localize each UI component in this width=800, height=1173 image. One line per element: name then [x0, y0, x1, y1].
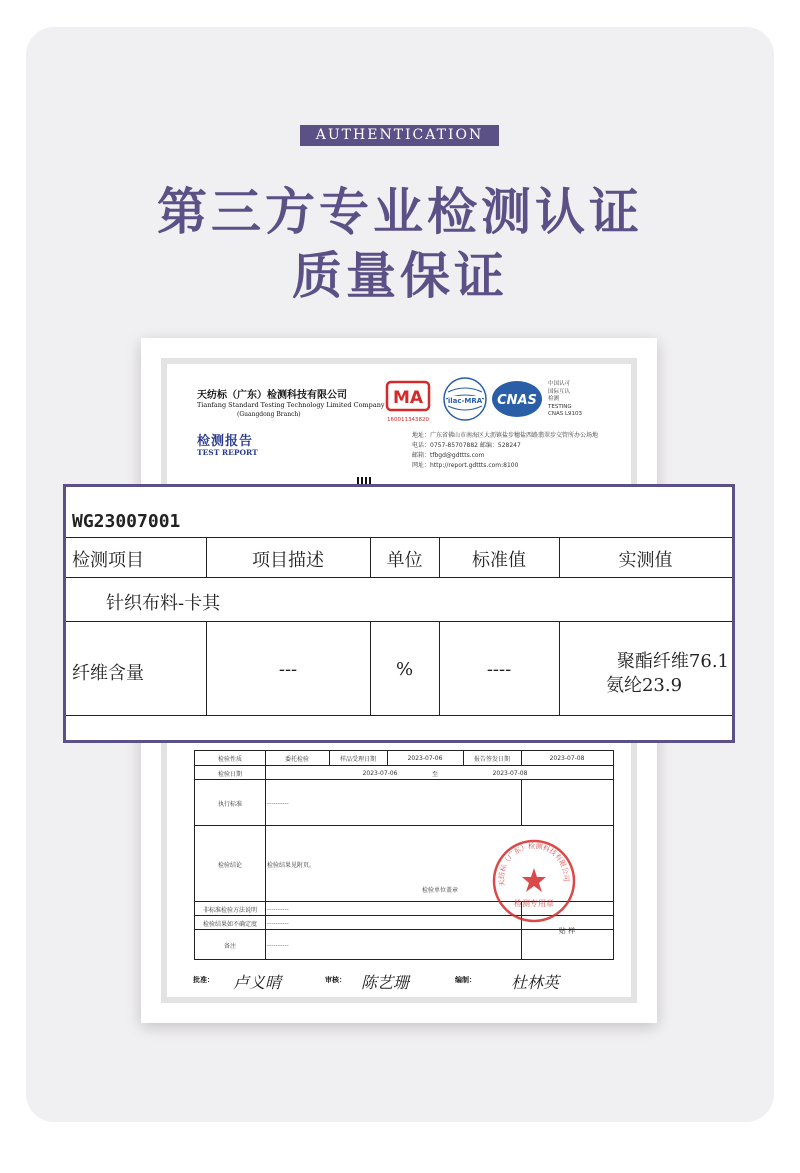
company-branch: (Guangdong Branch): [237, 411, 301, 418]
measured-spandex: 氨纶23.9: [605, 675, 683, 696]
test-result-table: [63, 484, 735, 743]
contact-address: [412, 431, 598, 471]
authentication-badge: AUTHENTICATION: [300, 125, 499, 146]
accreditation-line: CNAS L9103: [548, 411, 583, 417]
uncertainty-value: ----------: [267, 919, 289, 927]
accreditation-line: 国际互认: [548, 388, 571, 395]
remark-value: ----------: [267, 941, 289, 949]
sample-date-label: 样品受理日期: [339, 755, 376, 763]
item-standard: ----: [486, 659, 512, 680]
accreditation-line: 检测: [548, 396, 560, 402]
compile-signature: 杜林英: [511, 973, 560, 992]
conclusion-label: 检验结论: [217, 861, 242, 869]
accreditation-text: [548, 381, 582, 419]
standard-label: 执行标准: [217, 800, 242, 808]
header-description: 项目描述: [252, 550, 324, 571]
seal-note: 检验单位盖章: [421, 886, 458, 894]
company-name-cn: 天纺标（广东）检测科技有限公司: [197, 390, 347, 401]
conclusion-value: 检验结果见附页。: [267, 861, 316, 869]
official-seal-icon: [491, 838, 577, 924]
uncertainty-label: 检验结果如不确定度: [202, 920, 257, 928]
ilac-text: ilac-MRA: [447, 397, 483, 405]
nonstandard-method-value: ----------: [267, 905, 289, 913]
inspection-type-value: 委托检验: [284, 755, 309, 763]
cma-text: MA: [392, 388, 424, 408]
table-row: [195, 751, 613, 765]
cma-logo-icon: [385, 380, 431, 424]
signature-row: [193, 967, 623, 997]
website-line: 网址：http://report.gdttts.com:8100: [412, 462, 519, 469]
report-title-en: TEST REPORT: [197, 448, 258, 457]
address-line: 地址：广东省佛山市南海区大沥镇盐步穗盐西路翡翠步交管所办公场地: [412, 432, 599, 439]
standard-value: ----------: [267, 799, 289, 807]
test-date-to: 2023-07-08: [492, 769, 528, 777]
compile-label: 编制：: [455, 976, 476, 984]
header-standard: 标准值: [472, 550, 526, 571]
test-date-to-word: 至: [431, 770, 438, 778]
report-date-value: 2023-07-08: [549, 754, 585, 762]
seal-text: 检测专用章: [514, 899, 554, 908]
test-date-label: 检验日期: [217, 770, 242, 778]
approve-label: 批准：: [193, 976, 214, 984]
review-signature: 陈艺珊: [361, 973, 410, 992]
item-unit: %: [395, 659, 414, 680]
remark-label: 备注: [223, 942, 236, 950]
cma-number: 160011343820: [387, 417, 429, 423]
inspection-type-label: 检验性质: [217, 755, 242, 763]
nonstandard-method-label: 非标准检验方法说明: [202, 906, 257, 914]
accreditation-line: 中国认可: [548, 381, 571, 387]
company-name-en: Tianfang Standard Testing Technology Limited Company: [197, 401, 385, 409]
seal-ring-text: 天纺标（广东）检测科技有限公司: [497, 842, 571, 887]
approve-signature: 卢义晴: [233, 973, 282, 992]
page-title: 第三方专业检测认证: [157, 183, 643, 241]
sample-date-value: 2023-07-06: [407, 754, 443, 762]
phone-line: 电话：0757-85707882 邮编：528247: [412, 442, 521, 449]
item-name: 纤维含量: [72, 663, 144, 684]
report-title-cn: 检测报告: [197, 434, 254, 449]
review-label: 审核：: [325, 976, 346, 984]
accreditation-line: TESTING: [548, 403, 572, 410]
table-row: [195, 765, 613, 780]
measured-polyester: 聚酯纤维76.1: [616, 651, 729, 672]
cnas-text: CNAS: [497, 393, 537, 408]
header-test-item: 检测项目: [72, 550, 144, 571]
table-row: [195, 779, 613, 826]
table-row: [195, 929, 613, 960]
header-measured: 实测值: [618, 550, 673, 571]
ilac-mra-logo-icon: [442, 376, 488, 422]
report-number: WG23007001: [72, 511, 181, 532]
sticker-label: 贴 样: [558, 927, 576, 935]
sample-category: 针织布料-卡其: [106, 593, 221, 614]
email-line: 邮箱：tfbgd@gdttts.com: [412, 452, 485, 459]
cnas-logo-icon: [490, 378, 544, 420]
report-date-label: 报告签发日期: [473, 755, 510, 763]
header-unit: 单位: [386, 550, 423, 571]
test-date-from: 2023-07-06: [362, 769, 398, 777]
item-description: ---: [278, 659, 298, 680]
page-subtitle: 质量保证: [292, 247, 508, 305]
